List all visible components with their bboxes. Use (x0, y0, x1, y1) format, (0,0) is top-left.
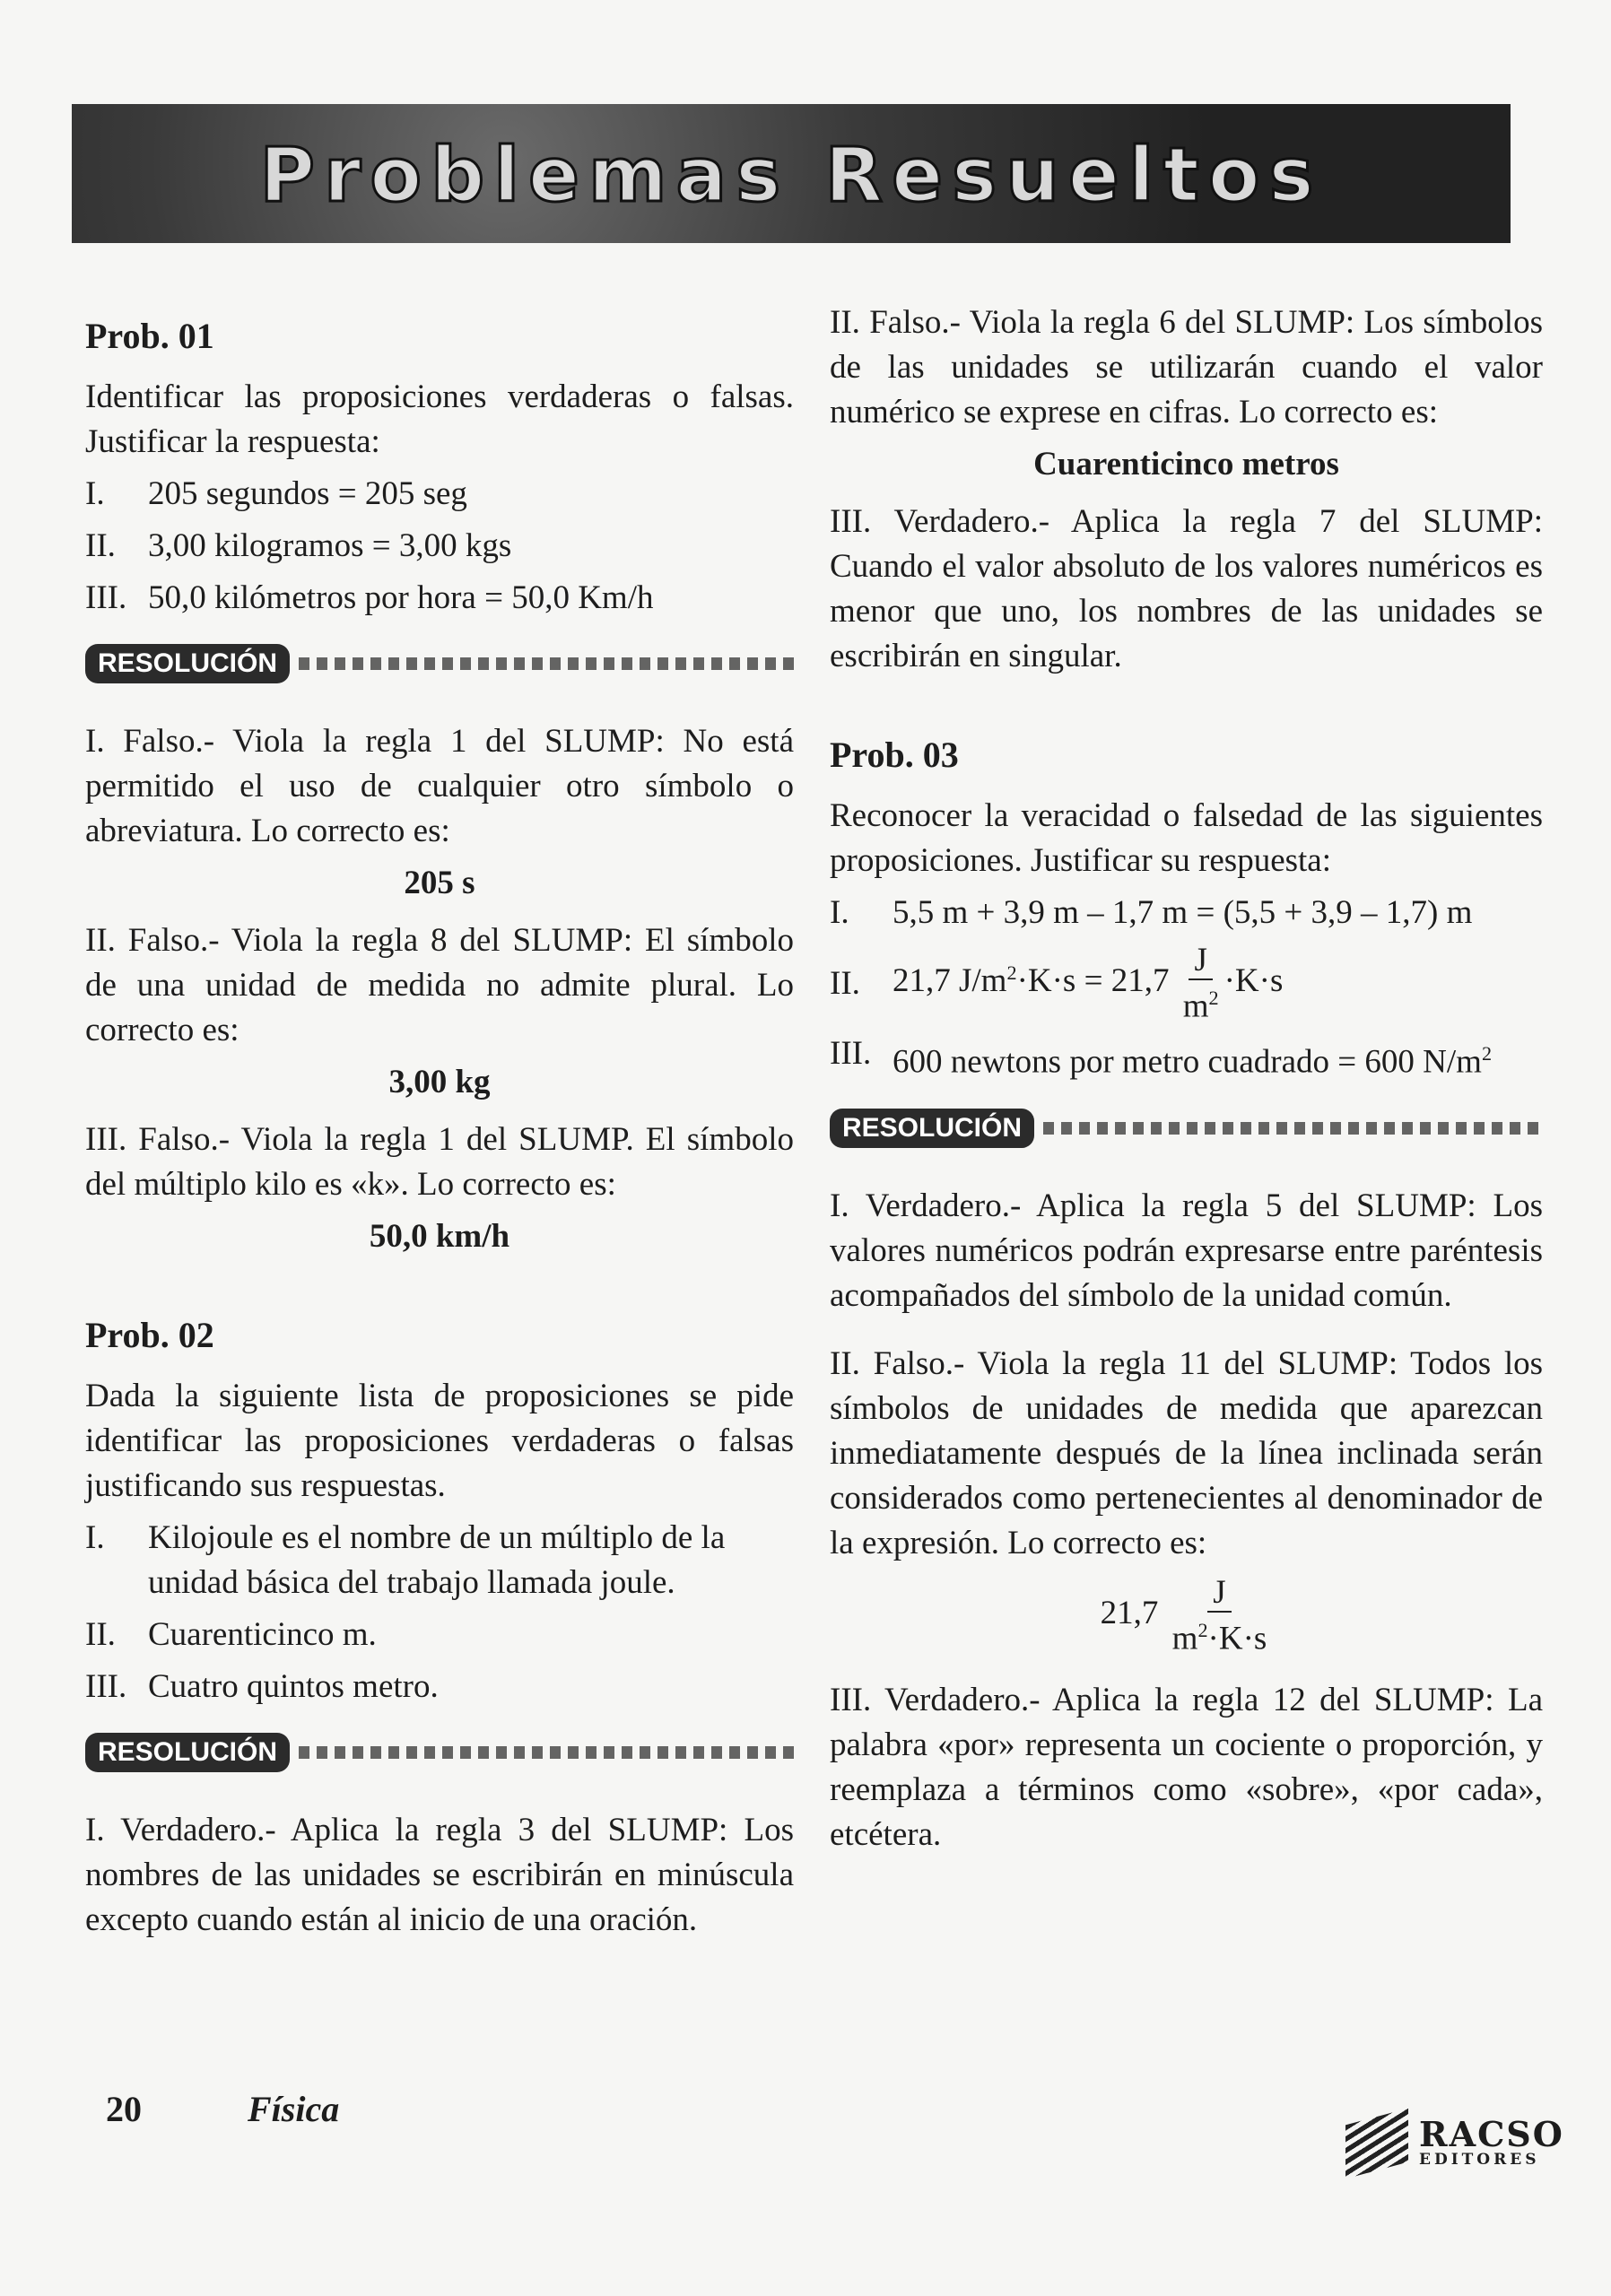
dotted-divider (297, 1746, 794, 1759)
prob03-statement: Reconocer la veracidad o falsedad de las siguientes proposiciones. Justificar su respuesta: (830, 797, 1543, 879)
answer-text: III. Falso.- Viola la regla 1 del SLUMP. El símbolo del múltiplo kilo es «k». Lo correcto es: (85, 1121, 794, 1203)
list-item: III. 600 newtons por metro cuadrado = 600 $N/m^2$ (830, 1035, 1493, 1081)
correct-formula: 21,7 $\frac{J}{m^2\cdot K\cdot s}$ (1100, 1573, 1267, 1657)
answer-text: I. Verdadero.- Aplica la regla 3 del SLUMP: Los nombres de las unidades se escribirán en minúscula excepto cuando están al inicio de una oración. (85, 1812, 794, 1938)
list-item: II. Cuarenticinco m. (85, 1616, 377, 1653)
list-item: III. Cuatro quintos metro. (85, 1668, 439, 1705)
answer-text: II. Falso.- Viola la regla 11 del SLUMP: Todos los símbolos de unidades de medida que aparezcan inmediatamente después de la línea inclinada serán considerados como pertenecientes al denominador de la expresión. Lo correcto es: (830, 1344, 1543, 1561)
prob02-statement: Dada la siguiente lista de proposiciones se pide identificar las proposiciones verdaderas o falsas justificando sus respuestas. (85, 1378, 794, 1504)
resolucion-header (85, 644, 794, 683)
correct-answer: 50,0 km/h (369, 1218, 510, 1255)
dotted-divider (297, 657, 794, 670)
right-column (830, 300, 1543, 1870)
prob01-statement: Identificar las proposiciones verdaderas o falsas. Justificar la respuesta: (85, 378, 794, 460)
answer-text: I. Verdadero.- Aplica la regla 5 del SLUMP: Los valores numéricos podrán expresarse entre paréntesis acompañados del símbolo de la unidad común. (830, 1187, 1543, 1314)
list-item: II. 3,00 kilogramos = 3,00 kgs (85, 527, 512, 564)
correct-answer: Cuarenticinco metros (1033, 446, 1339, 483)
resolucion-header (85, 1733, 794, 1772)
correct-answer: 3,00 kg (388, 1064, 491, 1100)
subject-label: Física (248, 2089, 340, 2129)
answer-text: II. Falso.- Viola la regla 6 del SLUMP: Los símbolos de las unidades se utilizarán cuando el valor numérico se exprese en cifras. Lo correcto es: (830, 304, 1543, 430)
page-number: 20 (106, 2089, 142, 2129)
list-item: III. 50,0 kilómetros por hora = 50,0 Km/h (85, 579, 654, 616)
answer-text: I. Falso.- Viola la regla 1 del SLUMP: No está permitido el uso de cualquier otro símbolo o abreviatura. Lo correcto es: (85, 723, 794, 849)
resolucion-badge: RESOLUCIÓN (830, 1109, 1034, 1148)
prob01-title: Prob. 01 (85, 316, 214, 356)
page-title: Problemas Resueltos (259, 131, 1323, 219)
answer-text: III. Verdadero.- Aplica la regla 7 del SLUMP: Cuando el valor absoluto de los valores numéricos es menor que uno, los nombres de las unidades se escribirán en singular. (830, 503, 1543, 674)
left-column (85, 296, 794, 1943)
resolucion-header (830, 1109, 1543, 1148)
header-banner (72, 104, 1511, 243)
answer-text: III. Verdadero.- Aplica la regla 12 del SLUMP: La palabra «por» representa un cociente o proporción, y reemplaza a términos como «sobre», «por cada», etcétera. (830, 1681, 1543, 1853)
prob02-title: Prob. 02 (85, 1315, 214, 1355)
resolucion-badge: RESOLUCIÓN (85, 644, 290, 683)
book-stack-icon (1345, 2109, 1408, 2179)
dotted-divider (1041, 1122, 1543, 1135)
correct-answer: 205 s (404, 865, 475, 901)
publisher-logo: RACSO EDITORES (1345, 2117, 1564, 2170)
list-item: I. 205 segundos = 205 seg (85, 475, 467, 512)
answer-text: II. Falso.- Viola la regla 8 del SLUMP: El símbolo de una unidad de medida no admite plural. Lo correcto es: (85, 922, 794, 1048)
list-item: I. Kilojoule es el nombre de un múltiplo de la unidad básica del trabajo llamada joule. (85, 1519, 726, 1601)
list-item: II. 21,7 $J/m^2\cdot K\cdot s = 21,7$ $\frac{J}{m^2}$ ·K·s (830, 942, 1284, 1025)
fraction: $\frac{J}{m^2}$ (1182, 942, 1219, 1025)
resolucion-badge: RESOLUCIÓN (85, 1733, 290, 1772)
prob03-title: Prob. 03 (830, 735, 959, 775)
list-item: I. 5,5 m + 3,9 m – 1,7 m = (5,5 + 3,9 – 1,7) m (830, 894, 1473, 931)
